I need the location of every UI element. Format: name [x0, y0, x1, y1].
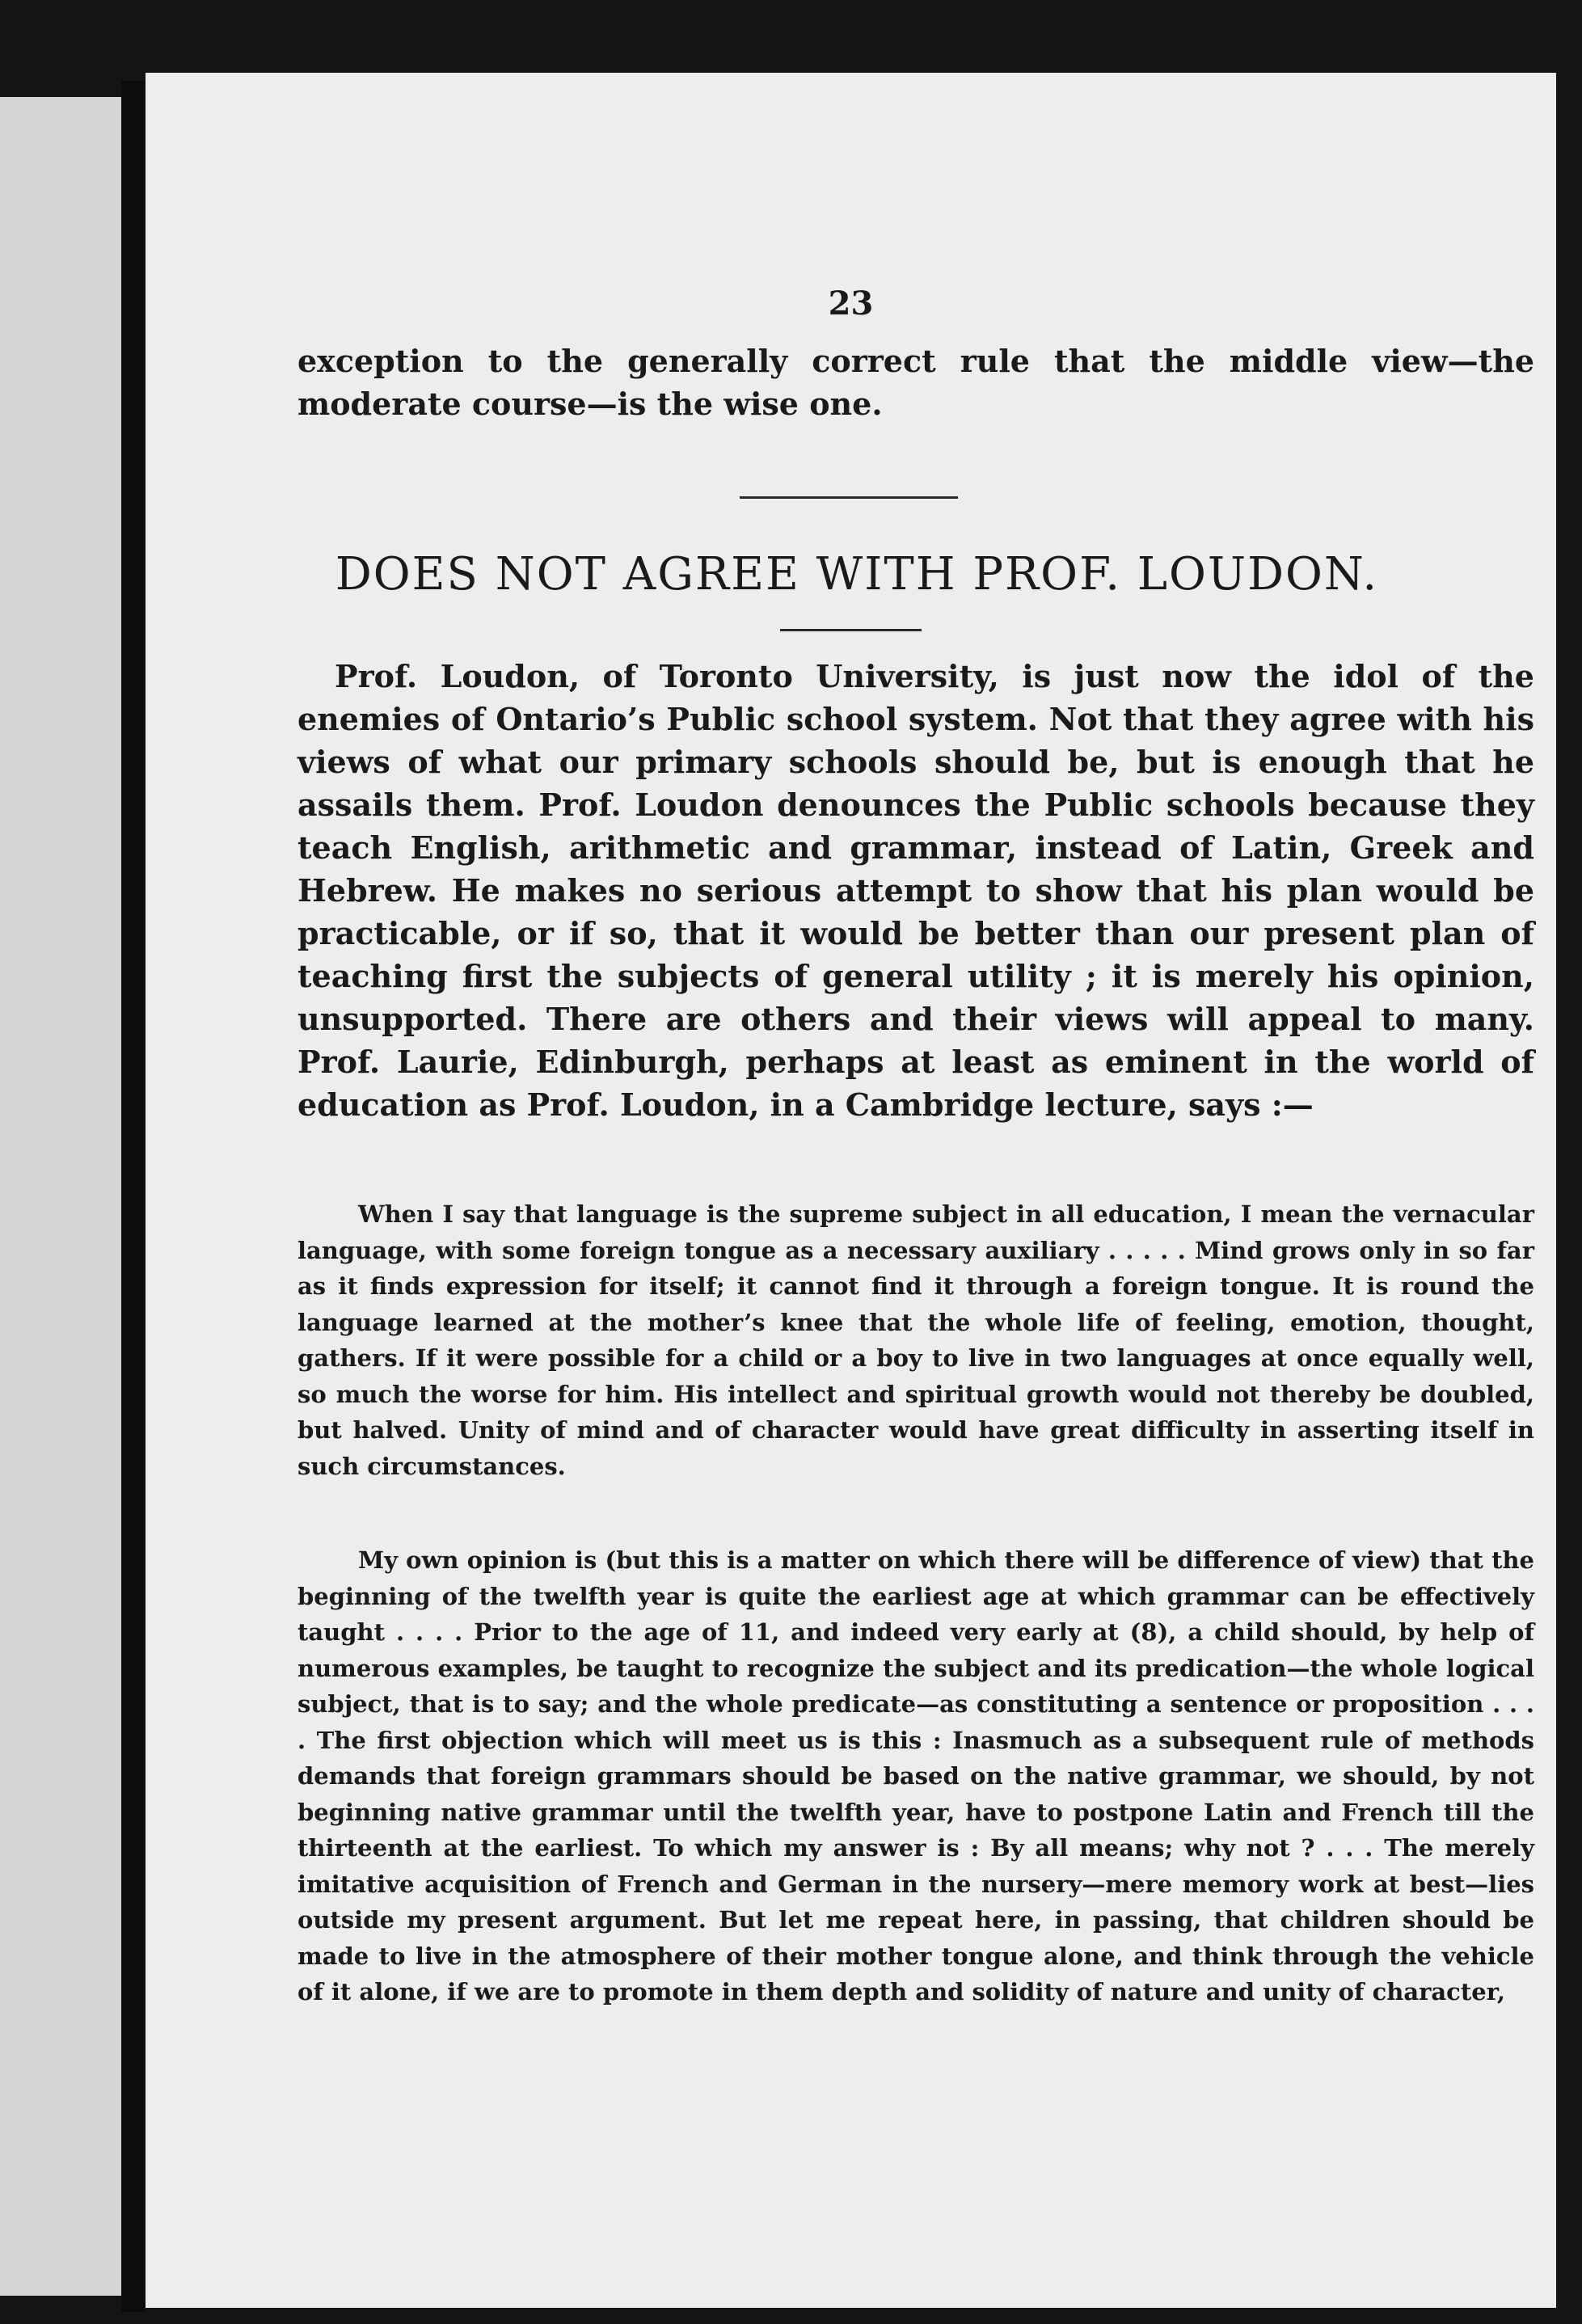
facing-page-edge — [0, 97, 121, 2296]
book-spine — [121, 81, 146, 2312]
intro-paragraph: Prof. Loudon, of Toronto University, is just now the idol of the enemies of Ontario’s Public school system. Not that they agree with his views of what our primary schools should be, but is enough that he assails them. Prof. Loudon denounces the Public schools because they teach English, arithmetic and grammar, instead of Latin, Greek and Hebrew. He makes no serious attempt to show that his plan would be practicable, or if so, that it would be better than our present plan of teaching first the subjects of general utility ; it is merely his opinion, unsupported. There are others and their views will appeal to many. Prof. Laurie, Edinburgh, perhaps at least as eminent in the world of education as Prof. Loudon, in a Cambridge lecture, says :— — [297, 658, 1534, 1123]
section-divider — [740, 496, 958, 499]
quote-paragraph-1: When I say that language is the supreme subject in all education, I mean the vernacular language, with some foreign tongue as a necessary auxiliary . . . . . Mind grows only in so far as it finds expression for itself; it cannot find it through a foreign tongue. It is round the language learned at the mother’s knee that the whole life of feeling, emotion, thought, gathers. If it were possible for a child or a boy to live in two languages at once equally well, so much the worse for him. His intellect and spiritual growth would not thereby be doubled, but halved. Unity of mind and of character would have great difficulty in asserting itself in such circumstances. — [297, 1200, 1534, 1480]
book-page — [146, 73, 1556, 2308]
continuation-paragraph: exception to the generally correct rule that the middle view—the moderate course—is the wise one. — [297, 343, 1534, 422]
heading-underline — [780, 629, 922, 631]
quote-paragraph-2: My own opinion is (but this is a matter on which there will be difference of view) that the beginning of the twelfth year is quite the earliest age at which grammar can be effectively taught . . . . Prior to the age of 11, and indeed very early at (8), a child should, by help of numerous examples, be taught to recognize the subject and its predication—the whole logical subject, that is to say; and the whole predicate—as constituting a sentence or proposition . . . . The first objection which will meet us is this : Inasmuch as a subsequent rule of methods demands that foreign grammars should be based on the native grammar, we should, by not beginning native grammar until the twelfth year, have to postpone Latin and French till the thirteenth at the earliest. To which my answer is : By all means; why not ? . . . The merely imitative acquisition of French and German in the nursery—mere memory work at best—lies outside my present argument. But let me repeat here, in passing, that children should be made to live in the atmosphere of their mother tongue alone, and think through the vehicle of it alone, if we are to promote in them depth and solidity of nature and unity of character, — [297, 1546, 1534, 2006]
page-number: 23 — [828, 285, 874, 323]
section-heading: DOES NOT AGREE WITH PROF. LOUDON. — [335, 548, 1379, 601]
